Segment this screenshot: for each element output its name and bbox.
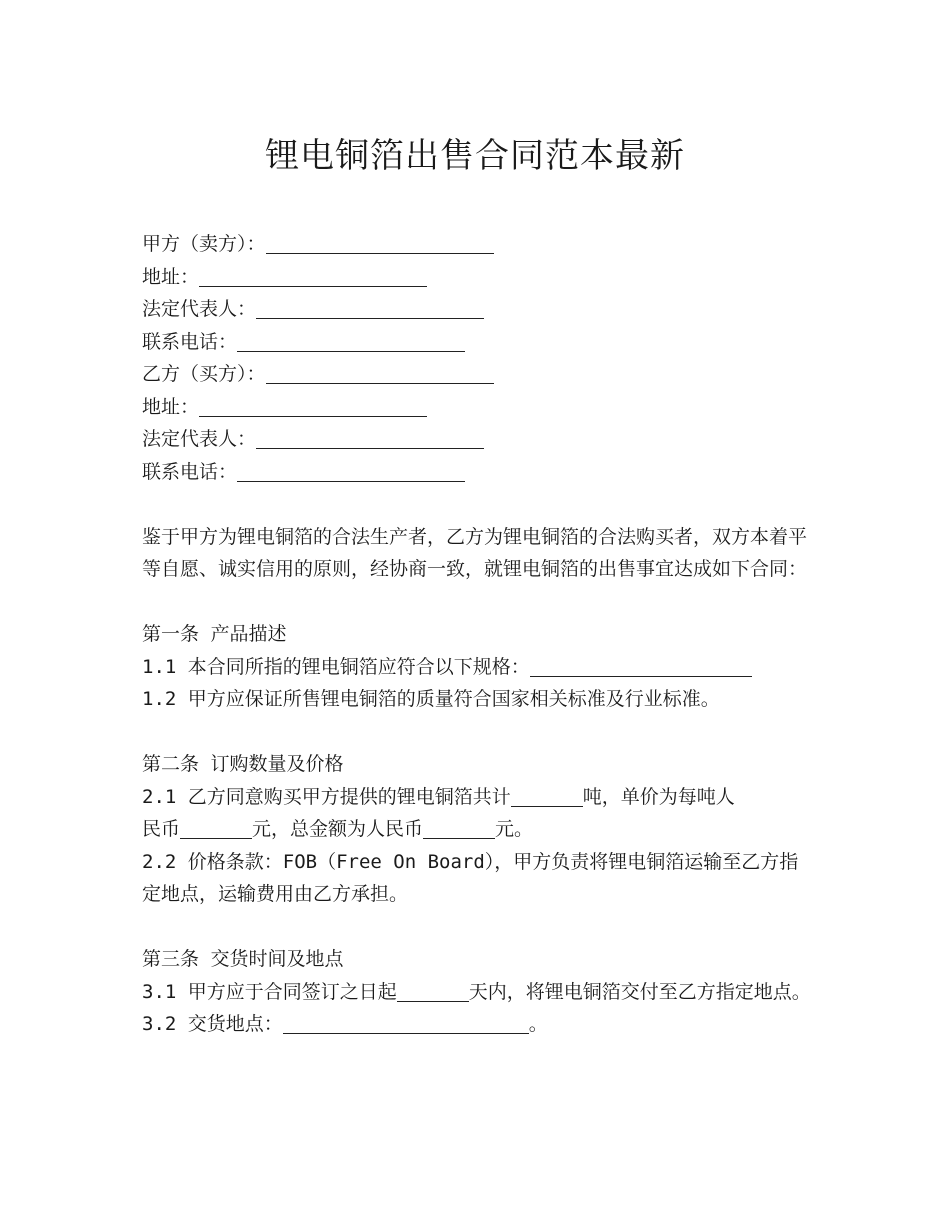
party-a-phone-blank[interactable] [237, 331, 465, 352]
spacer [142, 488, 812, 521]
clause-2-1-text-b: 吨，单价为每吨人 [582, 785, 735, 808]
unit-price-blank[interactable] [180, 818, 252, 839]
party-a-address-label: 地址： [142, 265, 200, 288]
party-a-name-line [142, 228, 812, 261]
party-a-rep-blank[interactable] [256, 298, 484, 319]
party-a-address-line [142, 261, 812, 294]
party-b-address-blank[interactable] [199, 396, 427, 417]
clause-3-2-text-b: 。 [528, 1013, 548, 1035]
party-b-address-line [142, 391, 812, 424]
party-b-phone-label: 联系电话： [142, 460, 238, 483]
party-b-name-line [142, 358, 812, 391]
preamble-paragraph: 鉴于甲方为锂电铜箔的合法生产者，乙方为锂电铜箔的合法购买者，双方本着平等自愿、诚实信用的原则，经协商一致，就锂电铜箔的出售事宜达成如下合同： [142, 525, 808, 580]
delivery-location-blank[interactable] [283, 1013, 529, 1034]
party-a-name-blank[interactable] [266, 233, 494, 254]
delivery-days-blank[interactable] [397, 981, 469, 1002]
clause-2-1-line-2 [142, 813, 812, 846]
spec-blank[interactable] [530, 656, 752, 677]
spacer [142, 716, 812, 749]
party-a-phone-label: 联系电话： [142, 330, 238, 353]
party-a-label: 甲方（卖方）： [142, 233, 266, 255]
clause-3-1-text-b: 天内，将锂电铜箔交付至乙方指定地点。 [468, 980, 811, 1003]
spacer [142, 586, 812, 619]
total-amount-blank[interactable] [423, 818, 495, 839]
clause-1-1-text: 1.1 本合同所指的锂电铜箔应符合以下规格： [142, 655, 530, 678]
party-b-label: 乙方（买方）： [142, 363, 266, 385]
clause-3-2 [142, 1008, 812, 1041]
spacer [142, 911, 812, 944]
clause-2-1-text-c: 民币 [142, 818, 181, 840]
clause-2-1-line-1 [142, 781, 812, 814]
party-b-rep-blank[interactable] [256, 428, 484, 449]
article-2-heading: 第二条 订购数量及价格 [142, 753, 344, 775]
clause-2-1-text-d: 元，总金额为人民币 [252, 818, 424, 840]
clause-2-1-text-a: 2.1 乙方同意购买甲方提供的锂电铜箔共计 [142, 785, 511, 808]
clause-1-1 [142, 651, 812, 684]
clause-3-2-text-a: 3.2 交货地点： [142, 1013, 283, 1035]
clause-1-2: 1.2 甲方应保证所售锂电铜箔的质量符合国家相关标准及行业标准。 [142, 688, 720, 710]
party-a-address-blank[interactable] [199, 266, 427, 287]
party-b-phone-line [142, 456, 812, 489]
contract-body [142, 228, 812, 1041]
party-a-rep-label: 法定代表人： [142, 298, 257, 320]
quantity-blank[interactable] [511, 786, 583, 807]
clause-3-1-text-a: 3.1 甲方应于合同签订之日起 [142, 980, 397, 1003]
party-b-rep-line [142, 423, 812, 456]
article-3-heading: 第三条 交货时间及地点 [142, 948, 344, 970]
party-b-name-blank[interactable] [266, 363, 494, 384]
party-b-phone-blank[interactable] [237, 461, 465, 482]
clause-2-1-text-e: 元。 [495, 818, 534, 840]
clause-2-2: 2.2 价格条款：FOB（Free On Board），甲方负责将锂电铜箔运输至乙方指定地点，运输费用由乙方承担。 [142, 850, 799, 905]
party-a-rep-line [142, 293, 812, 326]
party-b-rep-label: 法定代表人： [142, 428, 257, 450]
document-title: 锂电铜箔出售合同范本最新 [265, 136, 685, 176]
party-b-address-label: 地址： [142, 395, 200, 418]
party-a-phone-line [142, 326, 812, 359]
clause-3-1 [142, 976, 812, 1009]
article-1-heading: 第一条 产品描述 [142, 623, 287, 645]
